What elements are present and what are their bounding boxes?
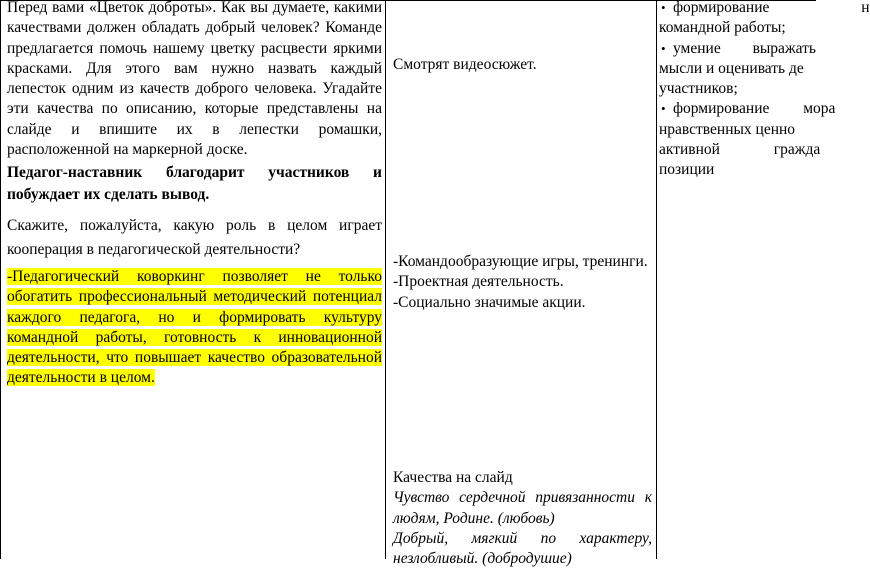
bullet-icon: •: [661, 101, 666, 117]
quality-line: незлобливый. (добродушие): [393, 550, 572, 568]
activities-list: [393, 252, 652, 313]
goal-item: [657, 39, 832, 100]
answer-line: -Педагогический коворкинг позволяет не только: [7, 268, 382, 285]
quality-line: Добрый, мягкий по характеру,: [393, 529, 652, 547]
activity-item: -Командообразующие игры, тренинги.: [393, 253, 648, 270]
goal-line: умение выражать: [673, 39, 816, 57]
goal-item: [657, 99, 836, 180]
question-paragraph: [7, 214, 382, 262]
intro-line: красками. Для этого вам нужно назвать каждый: [7, 59, 382, 77]
question-line: кооперация в педагогической деятельности?: [7, 241, 301, 258]
answer-line: каждого педагога, но и формировать культуру: [7, 308, 382, 326]
goal-line: нравственных ценно: [659, 120, 796, 138]
bullet-icon: •: [661, 0, 666, 15]
goal-line: командной работы;: [659, 19, 786, 37]
intro-line: Перед вами «Цветок доброты». Как вы думаете, какими: [7, 0, 382, 16]
intro-line: лепесток одним из качеств доброго человека. Угадайте: [7, 80, 382, 98]
intro-line: эти качества по описанию, которые представлены на: [7, 100, 382, 118]
activity-item: -Социально значимые акции.: [393, 293, 586, 311]
qualities-section: [393, 468, 652, 569]
answer-line: деятельности в целом.: [7, 369, 155, 387]
goal-item: [657, 0, 870, 39]
goal-line: формирование н: [673, 0, 870, 16]
bold-line: Педагог-наставник благодарит участников и: [7, 164, 382, 181]
goal-line: участников;: [659, 80, 738, 98]
table-column-2: [386, 0, 657, 568]
quality-line: Чувство сердечной привязанности к: [393, 489, 652, 507]
activity-item: -Проектная деятельность.: [393, 273, 564, 291]
intro-line: предлагается помочь нашему цветку расцвести яркими: [7, 39, 382, 57]
goal-line: мысли и оценивать де: [659, 59, 804, 77]
answer-line: обогатить профессиональный методический потенциал: [7, 288, 382, 306]
video-line: Смотрят видеосюжет.: [393, 56, 537, 73]
goals-list: [657, 0, 870, 181]
intro-line: расположенной на маркерной доске.: [7, 141, 248, 159]
bullet-icon: •: [661, 40, 666, 56]
intro-line: слайде и впишите их в лепестки ромашки,: [7, 120, 382, 138]
bold-line: побуждает их сделать вывод.: [7, 186, 210, 203]
mentor-conclusion-paragraph: [7, 162, 382, 206]
question-line: Скажите, пожалуйста, какую роль в целом играет: [7, 217, 382, 234]
table-column-1: [0, 0, 386, 559]
quality-line: людям, Родине. (любовь): [393, 509, 555, 527]
intro-paragraph: [7, 0, 382, 160]
table-column-3: [657, 0, 870, 559]
answer-paragraph: [7, 267, 382, 389]
video-paragraph: [393, 55, 652, 75]
goal-line: формирование мора: [673, 100, 836, 118]
goal-line: активной гражда: [659, 141, 821, 159]
qualities-title: Качества на слайд: [393, 469, 513, 486]
answer-line: деятельности, что повышает качество образовательной: [7, 349, 382, 367]
intro-line: качествами должен обладать добрый человек? Команде: [7, 19, 382, 37]
answer-line: командной работы, готовность к инновационной: [7, 328, 382, 346]
goal-line: позиции: [659, 161, 715, 179]
